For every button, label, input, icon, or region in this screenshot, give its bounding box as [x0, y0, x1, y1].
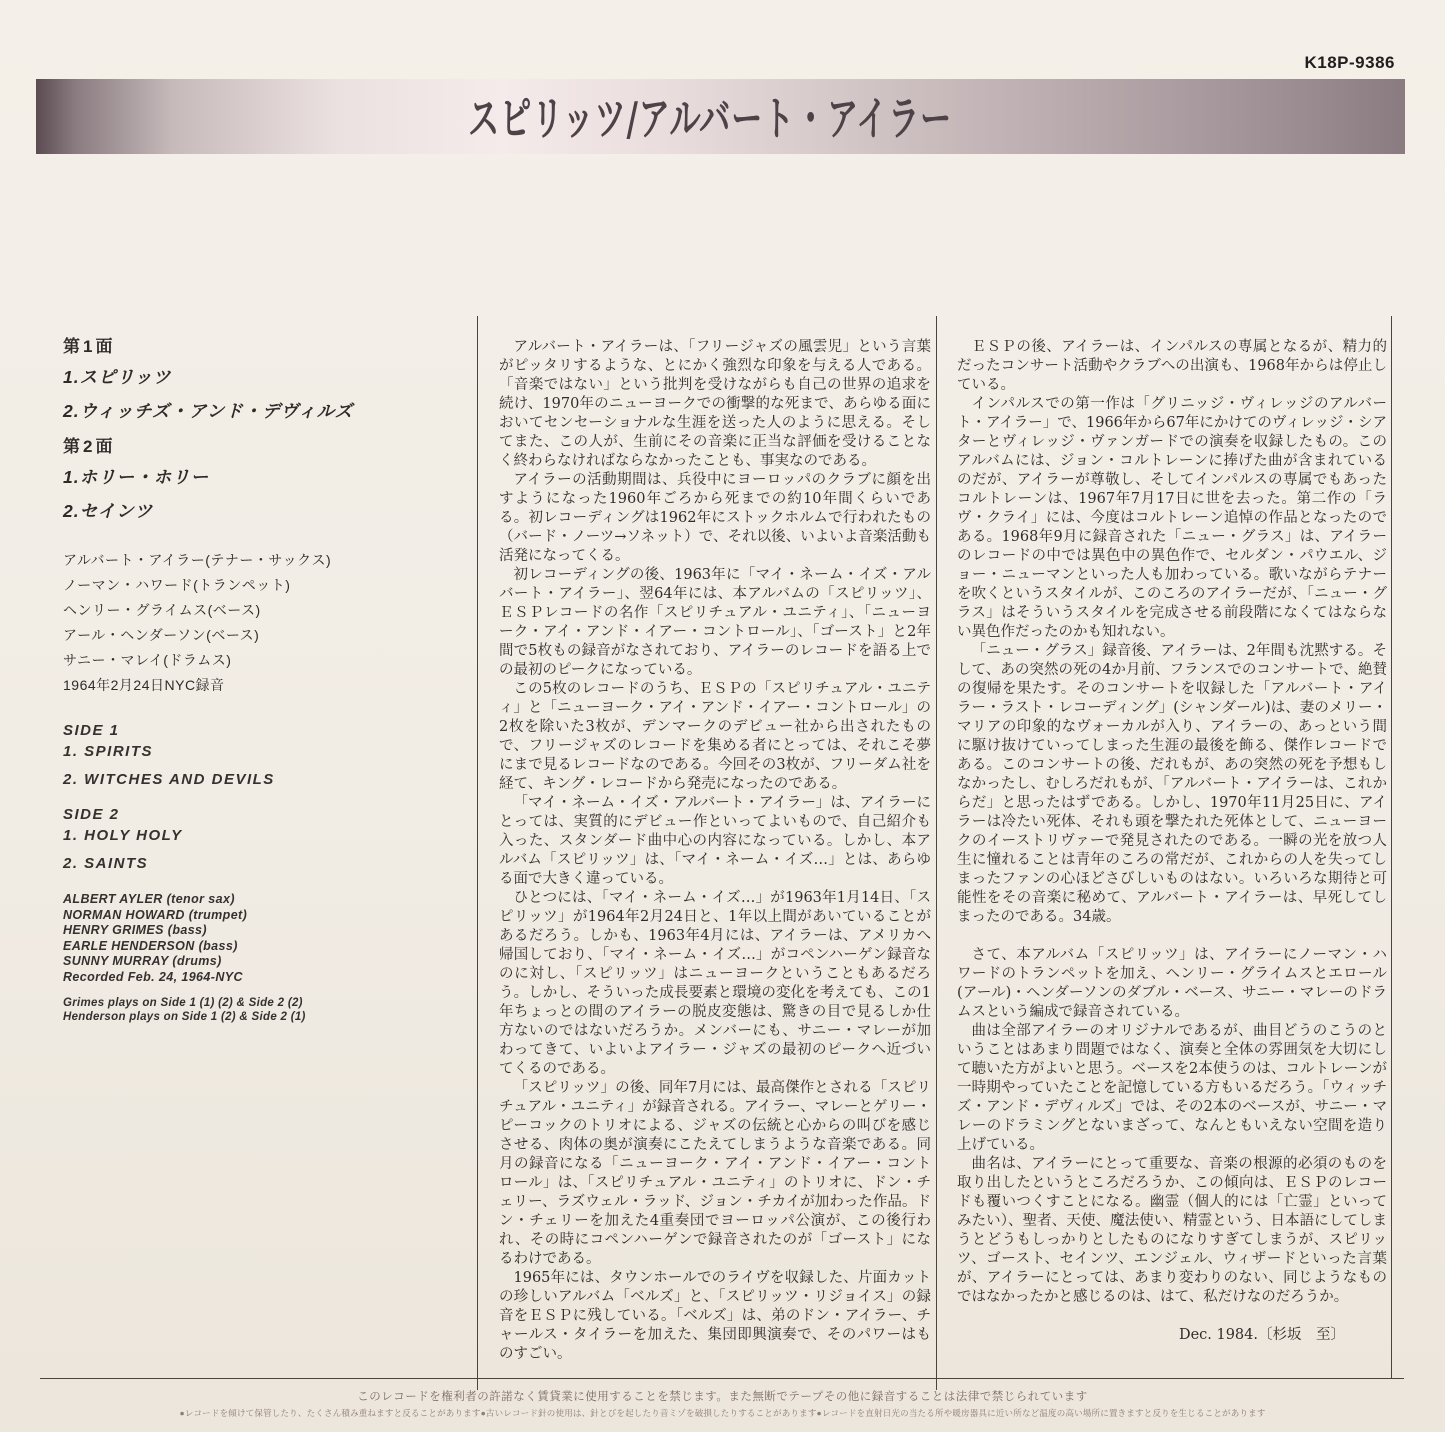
side2-heading-jp: 第2面: [63, 437, 116, 456]
column-divider-left: [477, 316, 478, 1390]
liner-notes-paragraph: この5枚のレコードのうち、ＥＳＰの「スピリチュアル・ユニティ」と「ニューヨーク・アイ・アンド・イアー・コントロール」の2枚を除いた3枚が、デンマークのデビュー社から出されたもので、フリージャズのレコードを集める者にとっては、それこそ夢にまで見るレコードなのである。今回その3枚が、フリーダム社を経て、キング・レコードから発売になったのである。: [499, 681, 931, 792]
personnel-item: ALBERT AYLER (tenor sax): [63, 892, 235, 906]
liner-notes-paragraph: 曲は全部アイラーのオリジナルであるが、曲目どうのこうのということはあまり問題ではなく、演奏と全体の雰囲気を大切にして聴いた方がよいと思う。ベースを2本使うのは、コルトレーンが一時期やっていたことを記憶している方もいるだろう。「ウィッチズ・アンド・デヴィルズ」では、その2本のベースが、サニー・マレーのドラミングとないまざって、なんともいえない空間を造り上げている。: [957, 1023, 1387, 1153]
recording-date-en: Recorded Feb. 24, 1964-NYC: [63, 969, 243, 984]
liner-notes-column-1: [499, 338, 931, 1364]
liner-notes-paragraph: 曲名は、アイラーにとって重要な、音楽の根源的必須のものを取り出したというところだろうか、この傾向は、ＥＳＰのレコードも覆いつくすことになる。幽霊（個人的には「亡霊」といってみたい）、聖者、天使、魔法使い、精霊という、日本語にしてしまうとどうもしっかりとしたものになりすぎてしまうが、スピリッツ、ゴースト、セインツ、エンジェル、ウィザードといった言葉が、アイラーにとっては、あまり変わりのない、同じようなものではなかったかと感じるのは、はて、私だけなのだろうか。: [957, 1156, 1387, 1305]
liner-notes-paragraph: ＥＳＰの後、アイラーは、インパルスの専属となるが、精力的だったコンサート活動やクラブへの出演も、1968年からは停止している。: [957, 339, 1387, 393]
personnel-en: [63, 892, 465, 985]
credits-column: [63, 336, 465, 1024]
track-jp-side1-1: 1.スピリッツ: [63, 367, 172, 387]
personnel-item: サニー・マレイ(ドラムス): [63, 652, 232, 668]
author-signature: Dec. 1984.〔杉坂 至〕: [1178, 1327, 1345, 1343]
personnel-item: ノーマン・ハワード(トランペット): [63, 577, 291, 593]
personnel-item: HENRY GRIMES (bass): [63, 923, 207, 937]
bottom-rule: [40, 1378, 1404, 1379]
column-divider-middle: [936, 316, 937, 1390]
liner-notes-paragraph: ひとつには、「マイ・ネーム・イズ…」が1963年1月14日、「スピリッツ」が1964年2月24日と、1年以上間があいていることがあるだろう。しかも、1963年4月には、アイラーは、アメリカへ帰国しており、「マイ・ネーム・イズ…」がコペンハーゲン録音なのに対し、「スピリッツ」はニューヨークということもあるだろう。しかし、そういった成長要素と環境の変化を考えても、この1年ちょっとの間のアイラーの脱皮変態は、驚きの目で見るしか仕方ないのではないだろうか。メンバーにも、サニー・マレーが加わってきて、いよいよアイラー・ジャズの最初のピークへ近づいてくるのである。: [499, 890, 931, 1077]
track-en-side1-2: 2. WITCHES AND DEVILS: [63, 771, 275, 788]
liner-notes-paragraph: さて、本アルバム「スピリッツ」は、アイラーにノーマン・ハワードのトランペットを加え、ヘンリー・グライムスとエロール(アール)・ヘンダーソンのダブル・ベース、サニー・マレーのドラムスという編成で録音されている。: [957, 947, 1387, 1020]
liner-notes-paragraph: 「ニュー・グラス」録音後、アイラーは、2年間も沈黙する。そして、あの突然の死の4か月前、フランスでのコンサートで、絶賛の復帰を果たす。そのコンサートを収録した「アルバート・アイラー・ラスト・レコーディング」(シャンダール)は、妻のメリー・マリアの印象的なヴォーカルが入り、アイラーの、あっという間に駆け抜けていってしまった生涯の最後を飾る、傑作レコードである。このコンサートの後、だれもが、あの突然の死を予想もしなかったし、むしろだれもが、「アルバート・アイラーは、これからだ」と思ったはずである。しかし、1970年11月25日に、アイラーは冷たい死体、それも頭を撃たれた死体として、ニューヨークのイーストリヴァーで発見されたのである。一瞬の光を放つ人生に憧れることは青年のころの常だが、これからの人を失ってしまったファンの心ほどさびしいものはない。いろいろな期待と可能性をその音楽に秘めて、アルバート・アイラーは、早死してしまったのである。34歳。: [957, 643, 1387, 925]
footer-care-notes: ●レコードを傾けて保管したり、たくさん積み重ねますと反ることがあります●古いレコード針の使用は、針とびを起したり音ミゾを破損したりすることがあります●レコードを直射日光の当たる所や暖房器具に近い所など温度の高い場所に置きますと反りを生じることがあります: [179, 1408, 1266, 1418]
liner-notes-paragraph: アイラーの活動期間は、兵役中にヨーロッパのクラブに顔を出すようになった1960年ごろから死までの約10年間くらいである。初レコーディングは1962年にストックホルムで行われたもの（バード・ノーツ→ソネット）で、それ以後、いよいよ音楽活動も活発になってくる。: [499, 472, 931, 564]
player-notes: [63, 996, 465, 1024]
liner-notes-paragraph: 初レコーディングの後、1963年に「マイ・ネーム・イズ・アルバート・アイラー」、翌64年には、本アルバムの「スピリッツ」、ＥＳＰレコードの名作「スピリチュアル・ユニティ」、「ニューヨーク・アイ・アンド・イアー・コントロール」、「ゴースト」と2年間で5枚もの録音がなされており、アイラーのレコードを語る上での最初のピークになっている。: [499, 567, 931, 678]
side2-heading-en: SIDE 2: [63, 806, 120, 823]
personnel-item: アール・ヘンダーソン(ベース): [63, 627, 260, 643]
side1-heading-jp: 第1面: [63, 337, 116, 356]
catalog-number: K18P-9386: [1304, 53, 1395, 72]
note-henderson: Henderson plays on Side 1 (2) & Side 2 (1): [63, 1011, 306, 1023]
track-jp-side2-1: 1.ホリー・ホリー: [63, 467, 210, 487]
title-banner: [36, 79, 1405, 154]
personnel-item: アルバート・アイラー(テナー・サックス): [63, 552, 332, 568]
liner-notes-paragraph: 「マイ・ネーム・イズ・アルバート・アイラー」は、アイラーにとっては、実質的にデビュー作といってよいもので、自己紹介も入った、スタンダード曲中心の内容になっている。しかし、本アルバム「スピリッツ」は、「マイ・ネーム・イズ…」とは、あらゆる面で大きく違っている。: [499, 795, 931, 887]
personnel-item: ヘンリー・グライムス(ベース): [63, 602, 261, 618]
column-divider-right: [1391, 316, 1392, 1378]
track-jp-side1-2: 2.ウィッチズ・アンド・デヴィルズ: [63, 401, 354, 421]
liner-notes-paragraph: インパルスでの第一作は「グリニッジ・ヴィレッジのアルバート・アイラー」で、1966年から67年にかけてのヴィレッジ・シアターとヴィレッジ・ヴァンガードでの演奏を収録したもの。このアルバムには、ジョン・コルトレーンに捧げた曲が含まれているのだが、アイラーが尊敬し、そしてインパルスの専属でもあったコルトレーンは、1967年7月17日に世を去った。第二作の「ラヴ・クライ」には、今度はコルトレーン追悼の作品となったのである。1968年9月に録音された「ニュー・グラス」は、アイラーのレコードの中では異色中の異色作で、セルダン・パウエル、ジョー・ニューマンといった人も加わっている。歌いながらテナーを吹くというスタイルが、このころのアイラーだが、「ニュー・グラス」はそういうスタイルを完成させる前段階になくてはならない異色作だったのかも知れない。: [957, 396, 1387, 640]
personnel-item: NORMAN HOWARD (trumpet): [63, 907, 248, 922]
side1-heading-en: SIDE 1: [63, 722, 120, 739]
track-en-side2-2: 2. SAINTS: [63, 855, 149, 872]
personnel-jp: [63, 548, 465, 698]
tracklist-en: [63, 720, 465, 874]
note-grimes: Grimes plays on Side 1 (1) (2) & Side 2 (2): [63, 997, 303, 1009]
track-en-side1-1: 1. SPIRITS: [63, 743, 154, 760]
personnel-item: SUNNY MURRAY (drums): [63, 954, 222, 968]
footer-warning: このレコードを権利者の許諾なく賃貸業に使用することを禁じます。また無断でテープその他に録音することは法律で禁じられています: [357, 1391, 1088, 1403]
liner-notes-paragraph: 「スピリッツ」の後、同年7月には、最高傑作とされる「スピリチュアル・ユニティ」が録音される。アイラー、マレーとゲリー・ピーコックのトリオによる、ジャズの伝統と心からの叫びを感じさせる、肉体の奥が演奏にこたえてしまうような音楽である。同月の録音になる「ニューヨーク・アイ・アンド・イアー・コントロール」は、「スピリチュアル・ユニティ」のトリオに、ドン・チェリー、ラズウェル・ラッド、ジョン・チカイが加わった作品。ドン・チェリーを加えた4重奏団でヨーロッパ公演が、この後行われ、その時にコペンハーゲンで録音されたのが「ゴースト」になるわけである。: [499, 1080, 931, 1267]
track-en-side2-1: 1. HOLY HOLY: [63, 827, 183, 844]
liner-notes-column-2: [957, 338, 1387, 1360]
liner-notes-paragraph: 1965年には、タウンホールでのライヴを収録した、片面カットの珍しいアルバム「ベルズ」と、「スピリッツ・リジョイス」の録音をＥＳＰに残している。「ベルズ」は、弟のドン・アイラー、チャールス・タイラーを加えた、集団即興演奏で、そのパワーはものすごい。: [499, 1270, 931, 1362]
personnel-item: EARLE HENDERSON (bass): [63, 938, 238, 953]
recording-date-jp: 1964年2月24日NYC録音: [63, 677, 225, 693]
album-title: スピリッツ/アルバート・アイラー: [468, 91, 953, 146]
liner-notes-paragraph: アルバート・アイラーは、「フリージャズの風雲児」という言葉がピッタリするような、とにかく強烈な印象を与える人である。「音楽ではない」という批判を受けながらも自己の世界の追求を続け、1970年のニューヨークでの衝撃的な死まで、あらゆる面においてセンセーショナルな生涯を送った人のように思える。そしてまた、この人が、生前にその音楽に正当な評価を受けることなく終わらなければならなかったことも、事実なのである。: [499, 339, 931, 469]
track-jp-side2-2: 2.セインツ: [63, 501, 154, 521]
